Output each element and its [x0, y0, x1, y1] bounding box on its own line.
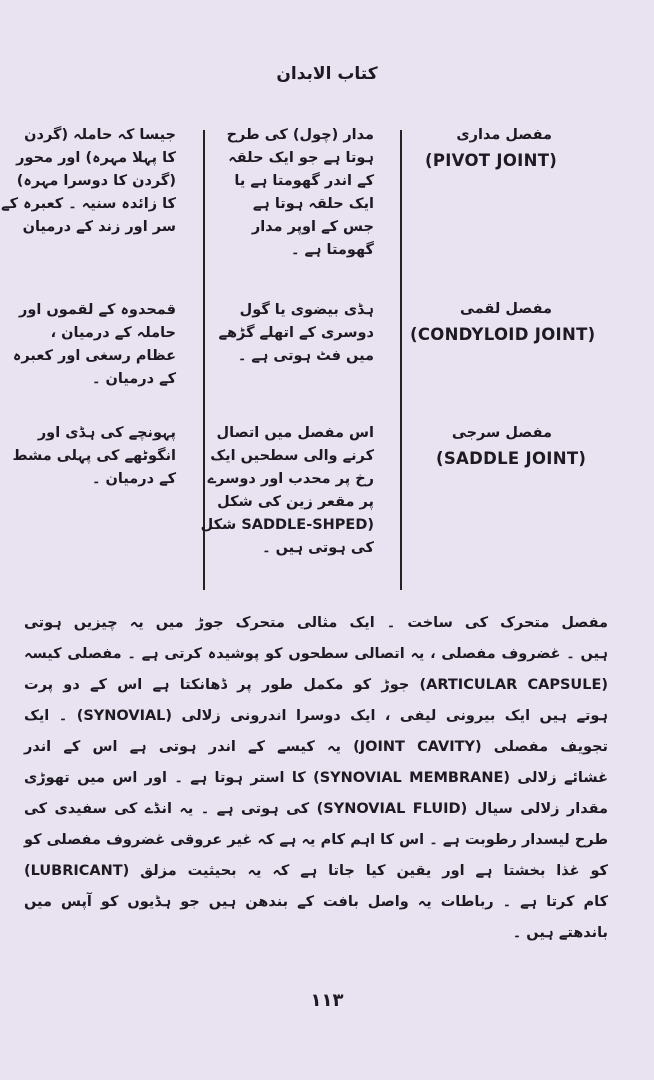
body-paragraph [24, 608, 608, 949]
paragraph-line: ہوتے ہیں ایک بیرونی لیفی ، ایک دوسرا اندرونی زلالی (SYNOVIAL) ۔ ایک [24, 708, 608, 724]
text-line: کا پہلا مہرہ) اور محور [16, 150, 176, 166]
joint-name-english: (PIVOT JOINT) [425, 151, 558, 170]
joint-name-urdu: مفصل سرجی [451, 425, 552, 441]
joint-example [12, 422, 176, 491]
joint-example [1, 124, 176, 239]
paragraph-line: کو غذا بخشتا ہے اور یقین کیا جاتا ہے کہ یہ بحیثیت مزلق (LUBRICANT) [24, 863, 608, 879]
text-line: کے درمیان ۔ [91, 471, 176, 487]
paragraph-line: ہیں ۔ غضروف مفصلی ، یہ اتصالی سطحوں کو پوشیدہ کرتی ہے ۔ مفصلی کیسہ [24, 646, 608, 662]
joint-description [200, 422, 374, 560]
text-line: عظام رسغی اور کعبرہ [12, 348, 176, 364]
text-line: اس مفصل میں اتصال [216, 425, 374, 441]
text-line: گھومتا ہے ۔ [290, 242, 374, 258]
text-line: کا زائدہ سنیہ ۔ کعبرہ کے [1, 196, 176, 212]
text-line: قمحدوہ کے لقموں اور [18, 302, 176, 318]
paragraph-line: طرح لیسدار رطوبت ہے ۔ اس کا اہم کام یہ ہے کہ غیر عروقی غضروف مفصلی کو [24, 832, 608, 848]
text-line: ہوتا ہے جو ایک حلقہ [228, 150, 374, 166]
text-line: (SADDLE-SHPED شکل [200, 517, 374, 533]
joint-description [204, 124, 374, 262]
text-line: رخ پر محدب اور دوسرے [207, 471, 374, 487]
text-line: سر اور زند کے درمیان [22, 219, 176, 235]
joint-name-urdu: مفصل لقمی [460, 301, 552, 317]
joint-name-english: (CONDYLOID JOINT) [410, 325, 596, 344]
text-line: حاملہ کے درمیان ، [50, 325, 176, 341]
text-line: کی ہوتی ہیں ۔ [262, 540, 374, 556]
text-line: جیسا کہ حاملہ (گردن [24, 127, 176, 143]
text-line: پہونچے کی ہڈی اور [37, 425, 176, 441]
column-divider-right [400, 130, 402, 590]
paragraph-line: غشائے زلالی (SYNOVIAL MEMBRANE) کا استر ہوتا ہے ۔ اور اس میں تھوڑی [24, 770, 609, 786]
joint-name-urdu: مفصل مداری [456, 127, 552, 143]
running-head: کتاب الابدان [276, 64, 378, 84]
text-line: ایک حلقہ ہوتا ہے [252, 196, 374, 212]
paragraph-line: (ARTICULAR CAPSULE) جوڑ کو مکمل طور پر ڈھانکتا ہے اس کے دو پرت [24, 677, 608, 693]
text-line: مدار (چول) کی طرح [226, 127, 374, 143]
joint-example [12, 299, 176, 391]
paragraph-line: باندھتے ہیں ۔ [512, 925, 608, 941]
text-line: میں فٹ ہوتی ہے ۔ [237, 348, 374, 364]
text-line: پر مقعر زین کی شکل [217, 494, 374, 510]
paragraph-line: مقدار زلالی سیال (SYNOVIAL FLUID) کی ہوتی ہے ۔ یہ انڈے کی سفیدی کی [24, 801, 608, 817]
text-line: کے درمیان ۔ [91, 371, 176, 387]
text-line: (گردن کا دوسرا مہرہ) [16, 173, 176, 189]
joint-description [204, 299, 374, 368]
text-line: ہڈی بیضوی یا گول [239, 302, 374, 318]
paragraph-line: کام کرتا ہے ۔ رباطات یہ واصل بافت کے بندھن ہیں جو ہڈیوں کو آپس میں [24, 894, 608, 910]
text-line: انگوٹھے کی پہلی مشط [12, 448, 176, 464]
text-line: دوسری کے اتھلے گڑھے [218, 325, 374, 341]
joint-name-english: (SADDLE JOINT) [436, 449, 587, 468]
text-line: کرنے والی سطحیں ایک [210, 448, 374, 464]
text-line: کے اندر گھومتا ہے یا [234, 173, 374, 189]
text-line: جس کے اوپر مدار [251, 219, 374, 235]
paragraph-line: تجویف مفصلی (JOINT CAVITY) یہ کیسے کے اندر ہوتی ہے اس کے اندر [24, 739, 608, 755]
page-number: ۱۱۳ [310, 990, 344, 1011]
paragraph-line: مفصل متحرک کی ساخت ۔ ایک مثالی متحرک جوڑ میں یہ چیزیں ہوتی [24, 615, 608, 631]
